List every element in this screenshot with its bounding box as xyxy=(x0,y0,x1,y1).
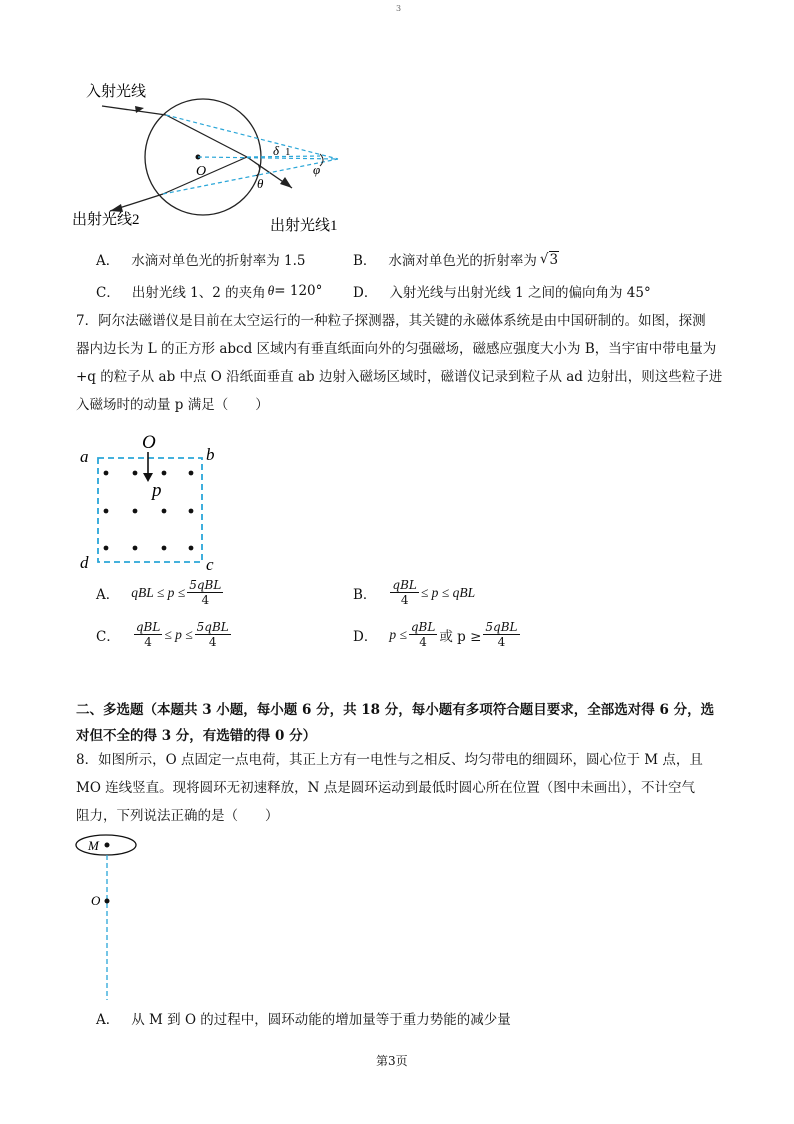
q6-option-c[interactable] xyxy=(96,281,322,301)
fraction xyxy=(187,578,223,607)
fraction-den: 4 xyxy=(144,635,152,649)
fraction xyxy=(134,620,162,649)
q7-stem xyxy=(76,307,723,419)
dashed-guide-1 xyxy=(166,115,338,159)
corner-c-label: c xyxy=(206,555,214,574)
field-dot xyxy=(162,546,167,551)
option-label: C． xyxy=(96,285,120,301)
point-charge-dot xyxy=(105,899,110,904)
droplet-circle xyxy=(145,99,261,215)
one-label: 1 xyxy=(285,146,291,158)
incident-ray xyxy=(102,106,166,115)
ring-center-dot xyxy=(105,843,110,848)
field-dot xyxy=(189,509,194,514)
exit2-arrow-icon xyxy=(110,204,123,212)
phi-arc xyxy=(320,154,323,166)
dashed-guide-2 xyxy=(163,159,338,194)
q8-line-1: 8．如图所示，O 点固定一点电荷，其正上方有一电性与之相反、均匀带电的细圆环，圆心位于 M 点，且 xyxy=(76,752,703,768)
section-heading xyxy=(76,697,726,749)
q8-line-3: 阻力，下列说法正确的是（ ） xyxy=(76,808,279,824)
exit1-label: 出射光线1 xyxy=(270,218,338,234)
sqrt-value: 3 xyxy=(549,251,559,268)
page-number: 第3页 xyxy=(376,1054,408,1068)
delta-label: δ xyxy=(273,143,280,158)
entry-point-o-label: O xyxy=(142,432,156,453)
inner-ray-2 xyxy=(163,157,247,194)
fraction-den: 4 xyxy=(419,635,427,649)
fraction xyxy=(390,578,418,607)
field-dot xyxy=(133,471,138,476)
field-dot xyxy=(189,471,194,476)
q6-option-a[interactable] xyxy=(96,249,306,269)
option-text: 出射光线 1、2 的夹角 xyxy=(131,285,266,301)
exit2-label: 出射光线2 xyxy=(72,212,140,228)
section-line-1: 二、多选题（本题共 3 小题，每小题 6 分，共 18 分，每小题有多项符合题目要求，全部选对得 6 分，选 xyxy=(76,702,715,718)
option-text: 水滴对单色光的折射率为 1.5 xyxy=(131,253,306,269)
option-text: 水滴对单色光的折射率为 xyxy=(388,253,537,269)
magnetic-field-figure xyxy=(72,428,232,578)
option-expr: qBL ≤ p ≤ xyxy=(131,584,186,600)
corner-b-label: b xyxy=(206,445,215,464)
center-label: O xyxy=(196,164,207,179)
fraction-num: 5qBL xyxy=(189,578,222,592)
field-dot xyxy=(189,546,194,551)
option-expr: 或 p ≥ xyxy=(439,628,482,645)
fraction-den: 4 xyxy=(208,635,217,649)
option-label: C． xyxy=(96,628,120,645)
fraction-num: 5qBL xyxy=(196,620,229,634)
field-dot xyxy=(104,471,109,476)
q8-line-2: MO 连线竖直。现将圆环无初速释放，N 点是圆环运动到最低时圆心所在位置（图中未画出），不计空气 xyxy=(76,780,696,796)
fraction xyxy=(409,620,437,649)
field-dot xyxy=(162,471,167,476)
fraction-den: 4 xyxy=(497,635,506,649)
dashed-axis xyxy=(198,157,338,159)
theta-label: θ xyxy=(257,176,264,191)
option-label: D． xyxy=(353,628,378,645)
phi-label: φ xyxy=(313,162,321,177)
q7-option-c[interactable] xyxy=(96,620,233,649)
field-dot xyxy=(133,546,138,551)
q7-option-d[interactable] xyxy=(353,620,522,649)
incident-ray-label: 入射光线 xyxy=(86,84,147,100)
theta-var: θ xyxy=(267,283,275,298)
option-text: 入射光线与出射光线 1 之间的偏向角为 45° xyxy=(389,285,651,301)
fraction-den: 4 xyxy=(400,593,409,607)
field-dot xyxy=(104,509,109,514)
q6-option-b[interactable] xyxy=(353,249,559,269)
fraction-den: 4 xyxy=(201,593,210,607)
option-text: 从 M 到 O 的过程中，圆环动能的增加量等于重力势能的减少量 xyxy=(131,1012,511,1028)
q6-option-d[interactable] xyxy=(353,281,651,301)
fraction-num: qBL xyxy=(392,578,417,592)
q8-option-a[interactable] xyxy=(96,1008,511,1028)
q7-line-2: 器内边长为 L 的正方形 abcd 区域内有垂直纸面向外的匀强磁场，磁感应强度大小为 B，当宇宙中带电量为 xyxy=(76,341,717,357)
corner-d-label: d xyxy=(80,553,89,572)
section-line-2: 对但不全的得 3 分，有选错的得 0 分） xyxy=(76,728,317,744)
option-expr: ≤ p ≤ qBL xyxy=(420,584,476,600)
q7-line-4: 入磁场时的动量 p 满足（ ） xyxy=(76,397,269,413)
q7-option-b[interactable] xyxy=(353,578,475,607)
option-label: D． xyxy=(353,285,378,301)
option-label: A． xyxy=(96,253,120,269)
fraction xyxy=(483,620,519,649)
q7-line-3: +q 的粒子从 ab 中点 O 沿纸面垂直 ab 边射入磁场区域时，磁谱仪记录到粒子从 ad 边射出，则这些粒子进 xyxy=(76,369,723,385)
fraction-num: 5qBL xyxy=(485,620,518,634)
momentum-p-label: p xyxy=(152,480,162,501)
exit1-arrow-icon xyxy=(280,177,292,188)
inner-ray-1 xyxy=(166,115,247,157)
ring-center-m-label: M xyxy=(88,838,99,853)
fraction-num: qBL xyxy=(410,620,436,634)
page-marker: 3 xyxy=(396,4,402,13)
option-value: = 120° xyxy=(274,283,323,299)
option-label: B． xyxy=(353,253,377,269)
q8-stem xyxy=(76,746,716,830)
ring-charge-figure xyxy=(72,830,152,1002)
sqrt-sign-icon: √ xyxy=(539,251,549,267)
field-dots xyxy=(104,471,194,551)
option-label: B． xyxy=(353,586,377,603)
q7-option-a[interactable] xyxy=(96,578,225,607)
droplet-refraction-figure xyxy=(70,78,360,238)
option-label: A． xyxy=(96,586,120,603)
fraction-num: qBL xyxy=(135,620,161,634)
q7-line-1: 7．阿尔法磁谱仪是目前在太空运行的一种粒子探测器，其关键的永磁体系统是由中国研制的。如图，探测 xyxy=(76,313,706,329)
field-dot xyxy=(162,509,167,514)
field-dot xyxy=(133,509,138,514)
fraction xyxy=(195,620,231,649)
option-label: A． xyxy=(96,1012,120,1028)
corner-a-label: a xyxy=(80,447,89,466)
dashed-normal xyxy=(247,156,320,157)
field-dot xyxy=(104,546,109,551)
option-expr: p ≤ xyxy=(389,626,407,642)
point-charge-o-label: O xyxy=(91,893,101,908)
option-expr: ≤ p ≤ xyxy=(164,626,193,642)
